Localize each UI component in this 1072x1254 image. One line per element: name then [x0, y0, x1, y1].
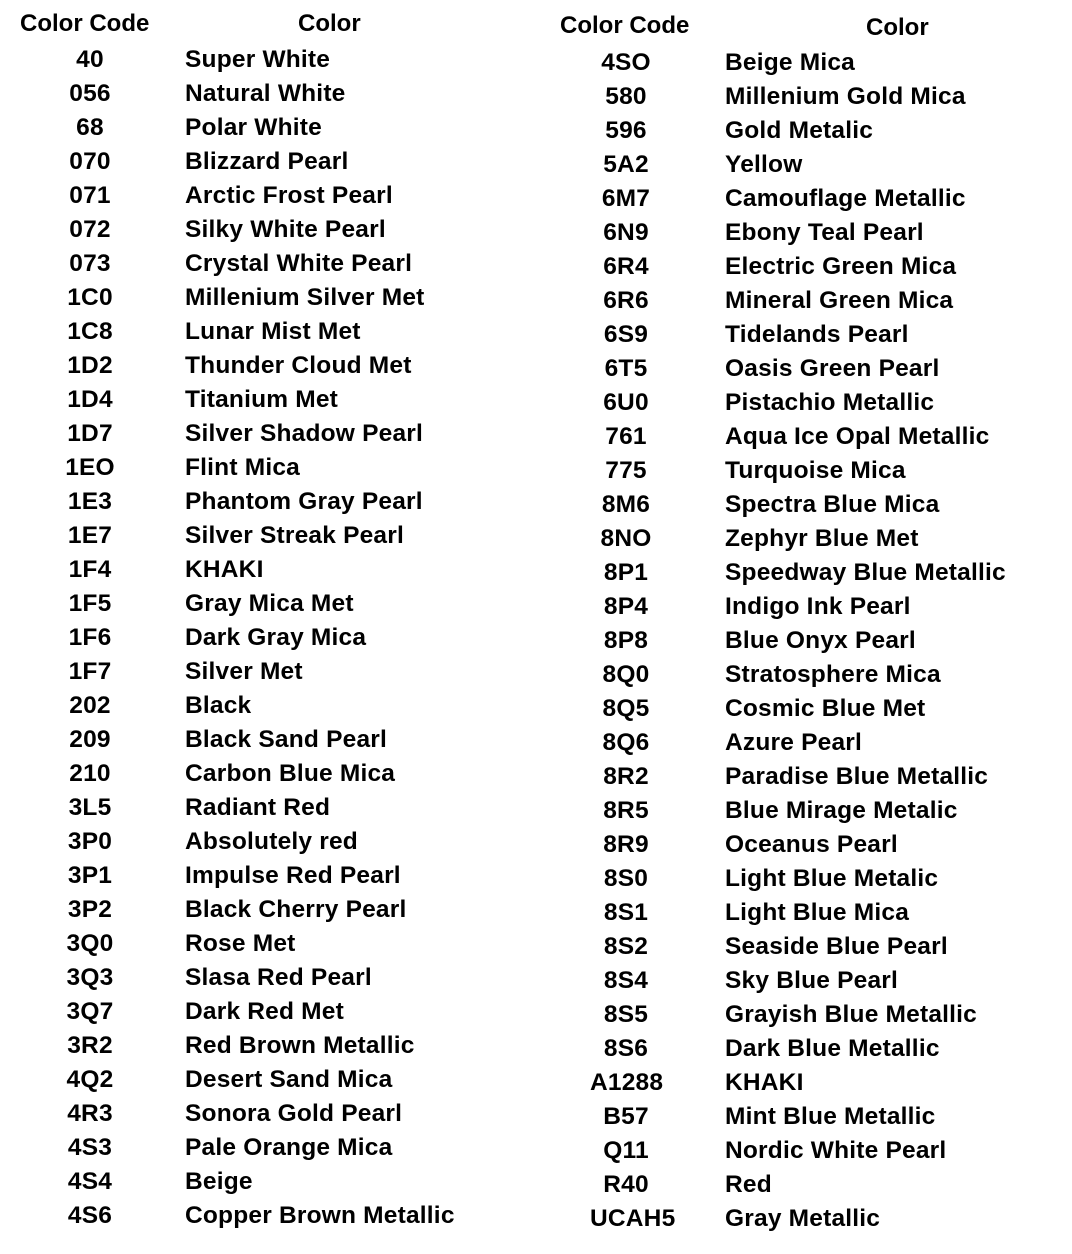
color-name-cell: Silky White Pearl [185, 216, 386, 243]
color-name-cell: Beige Mica [725, 49, 855, 76]
table-body [0, 44, 540, 1234]
table-row [540, 625, 1072, 659]
color-name-cell: Millenium Gold Mica [725, 83, 966, 110]
column-header-color-code: Color Code [20, 10, 150, 37]
color-code-cell: 1E7 [67, 522, 113, 549]
color-name-cell: Gray Metallic [725, 1205, 881, 1232]
color-code-cell: 8R9 [603, 831, 649, 858]
table-row [540, 1033, 1072, 1067]
table-row [0, 996, 540, 1030]
color-code-cell: 056 [69, 80, 111, 107]
color-code-cell: 1D4 [67, 386, 113, 413]
table-row [0, 962, 540, 996]
color-code-cell: 1EO [65, 454, 115, 481]
color-name-cell: Mineral Green Mica [725, 287, 954, 314]
color-code-cell: 4R3 [67, 1100, 113, 1127]
color-name-cell: Black [185, 692, 252, 719]
table-row [0, 1098, 540, 1132]
color-code-cell: 761 [605, 423, 647, 450]
color-code-cell: 1E3 [67, 488, 113, 515]
color-name-cell: Gold Metalic [725, 117, 874, 144]
table-row [540, 1067, 1072, 1101]
color-code-cell: 8S5 [603, 1001, 649, 1028]
table-row [540, 1169, 1072, 1203]
color-code-cell: 8S6 [603, 1035, 649, 1062]
color-code-cell: 1D2 [67, 352, 113, 379]
color-code-cell: 210 [69, 760, 111, 787]
color-name-cell: Blue Mirage Metalic [725, 797, 958, 824]
color-name-cell: Mint Blue Metallic [725, 1103, 936, 1130]
color-name-cell: Camouflage Metallic [725, 185, 966, 212]
table-row [540, 1101, 1072, 1135]
color-name-cell: Arctic Frost Pearl [185, 182, 393, 209]
table-row [540, 183, 1072, 217]
table-row [540, 251, 1072, 285]
table-row [540, 931, 1072, 965]
color-code-cell: 68 [76, 114, 104, 141]
color-name-cell: KHAKI [725, 1069, 804, 1096]
table-row [540, 1203, 1072, 1237]
color-name-cell: Dark Red Met [185, 998, 344, 1025]
color-code-cell: 8P4 [603, 593, 649, 620]
table-row [0, 1132, 540, 1166]
color-code-cell: 6U0 [603, 389, 649, 416]
table-row [540, 285, 1072, 319]
color-name-cell: Carbon Blue Mica [185, 760, 396, 787]
color-code-cell: 1C8 [67, 318, 113, 345]
table-row [0, 554, 540, 588]
color-code-cell: A1288 [590, 1069, 664, 1096]
color-name-cell: Gray Mica Met [185, 590, 354, 617]
color-name-cell: Red Brown Metallic [185, 1032, 415, 1059]
table-row [0, 724, 540, 758]
table-row [540, 47, 1072, 81]
color-name-cell: Spectra Blue Mica [725, 491, 940, 518]
color-name-cell: Red [725, 1171, 772, 1198]
color-code-cell: UCAH5 [590, 1205, 676, 1232]
table-row [0, 792, 540, 826]
color-code-cell: 4S4 [67, 1168, 113, 1195]
color-name-cell: Turquoise Mica [725, 457, 906, 484]
color-name-cell: Indigo Ink Pearl [725, 593, 911, 620]
color-code-cell: 073 [69, 250, 111, 277]
color-code-cell: R40 [603, 1171, 649, 1198]
table-row [540, 965, 1072, 999]
column-header-color-code: Color Code [560, 12, 690, 39]
color-name-cell: Pistachio Metallic [725, 389, 935, 416]
table-row [540, 659, 1072, 693]
color-code-cell: 8S4 [603, 967, 649, 994]
color-code-cell: Q11 [603, 1137, 649, 1164]
color-code-cell: 1F5 [68, 590, 112, 617]
table-row [0, 758, 540, 792]
color-code-cell: 3R2 [67, 1032, 113, 1059]
table-row [540, 829, 1072, 863]
table-row [0, 1030, 540, 1064]
table-row [0, 146, 540, 180]
table-row [0, 690, 540, 724]
color-name-cell: Nordic White Pearl [725, 1137, 947, 1164]
color-code-cell: 6S9 [603, 321, 649, 348]
color-code-cell: 071 [69, 182, 111, 209]
color-code-cell: 1C0 [67, 284, 113, 311]
color-name-cell: Absolutely red [185, 828, 358, 855]
color-name-cell: Lunar Mist Met [185, 318, 361, 345]
table-row [540, 727, 1072, 761]
table-row [540, 761, 1072, 795]
table-row [540, 149, 1072, 183]
color-name-cell: Grayish Blue Metallic [725, 1001, 978, 1028]
table-row [540, 863, 1072, 897]
color-code-cell: 3Q7 [66, 998, 114, 1025]
color-code-cell: 8R5 [603, 797, 649, 824]
color-code-cell: 580 [605, 83, 647, 110]
table-row [540, 523, 1072, 557]
color-name-cell: Oceanus Pearl [725, 831, 898, 858]
table-row [0, 860, 540, 894]
color-code-cell: 1D7 [67, 420, 113, 447]
color-name-cell: Speedway Blue Metallic [725, 559, 1006, 586]
color-code-cell: 3L5 [68, 794, 112, 821]
color-name-cell: Sonora Gold Pearl [185, 1100, 403, 1127]
color-name-cell: Black Cherry Pearl [185, 896, 407, 923]
color-code-cell: 4SO [601, 49, 651, 76]
color-name-cell: Blizzard Pearl [185, 148, 349, 175]
color-code-cell: 1F7 [68, 658, 112, 685]
color-code-cell: 775 [605, 457, 647, 484]
color-code-cell: 8M6 [601, 491, 651, 518]
table-row [540, 319, 1072, 353]
table-row [0, 180, 540, 214]
color-name-cell: Stratosphere Mica [725, 661, 941, 688]
color-code-cell: 8R2 [603, 763, 649, 790]
color-name-cell: Silver Streak Pearl [185, 522, 405, 549]
table-row [540, 693, 1072, 727]
color-name-cell: Slasa Red Pearl [185, 964, 372, 991]
table-row [540, 1135, 1072, 1169]
color-code-cell: 8NO [600, 525, 652, 552]
table-row [0, 520, 540, 554]
table-row [0, 282, 540, 316]
table-row [0, 248, 540, 282]
color-code-cell: 8P1 [603, 559, 649, 586]
color-code-cell: 8Q5 [602, 695, 650, 722]
color-name-cell: Light Blue Mica [725, 899, 910, 926]
color-name-cell: Yellow [725, 151, 803, 178]
column-header-color: Color [866, 14, 929, 41]
color-name-cell: Beige [185, 1168, 253, 1195]
table-row [0, 350, 540, 384]
table-row [540, 999, 1072, 1033]
color-code-cell: 8S1 [603, 899, 649, 926]
table-row [0, 622, 540, 656]
color-code-cell: 6T5 [604, 355, 648, 382]
table-row [0, 78, 540, 112]
table-row [540, 897, 1072, 931]
color-code-cell: 40 [76, 46, 104, 73]
color-name-cell: Silver Shadow Pearl [185, 420, 424, 447]
color-name-cell: Black Sand Pearl [185, 726, 388, 753]
table-row [0, 1200, 540, 1234]
color-code-cell: 209 [69, 726, 111, 753]
color-name-cell: Copper Brown Metallic [185, 1202, 455, 1229]
column-header-color: Color [298, 10, 361, 37]
table-row [0, 486, 540, 520]
table-row [0, 826, 540, 860]
table-row [0, 418, 540, 452]
color-name-cell: Oasis Green Pearl [725, 355, 940, 382]
color-name-cell: Radiant Red [185, 794, 331, 821]
color-name-cell: Tidelands Pearl [725, 321, 909, 348]
table-row [540, 353, 1072, 387]
color-code-cell: 3Q3 [66, 964, 114, 991]
color-name-cell: Light Blue Metalic [725, 865, 939, 892]
table-row [540, 591, 1072, 625]
color-code-cell: 072 [69, 216, 111, 243]
table-body [540, 47, 1072, 1237]
table-row [0, 588, 540, 622]
table-row [540, 557, 1072, 591]
table-row [0, 452, 540, 486]
table-row [540, 387, 1072, 421]
color-code-cell: 6R6 [603, 287, 649, 314]
color-name-cell: Polar White [185, 114, 322, 141]
table-row [0, 928, 540, 962]
color-code-cell: 070 [69, 148, 111, 175]
color-code-cell: 6M7 [601, 185, 651, 212]
color-name-cell: Paradise Blue Metallic [725, 763, 989, 790]
color-name-cell: Thunder Cloud Met [185, 352, 412, 379]
table-row [0, 1064, 540, 1098]
color-name-cell: Ebony Teal Pearl [725, 219, 924, 246]
color-name-cell: Natural White [185, 80, 346, 107]
color-name-cell: Dark Gray Mica [185, 624, 367, 651]
color-code-cell: 6N9 [603, 219, 649, 246]
color-name-cell: Desert Sand Mica [185, 1066, 393, 1093]
color-name-cell: Crystal White Pearl [185, 250, 413, 277]
color-code-cell: B57 [603, 1103, 649, 1130]
color-name-cell: Aqua Ice Opal Metallic [725, 423, 990, 450]
color-name-cell: Zephyr Blue Met [725, 525, 919, 552]
color-name-cell: Blue Onyx Pearl [725, 627, 916, 654]
color-name-cell: KHAKI [185, 556, 264, 583]
table-row [0, 44, 540, 78]
color-name-cell: Flint Mica [185, 454, 300, 481]
color-name-cell: Titanium Met [185, 386, 339, 413]
table-row [0, 316, 540, 350]
color-name-cell: Azure Pearl [725, 729, 863, 756]
color-code-cell: 4Q2 [66, 1066, 114, 1093]
color-code-cell: 6R4 [603, 253, 649, 280]
color-name-cell: Sky Blue Pearl [725, 967, 899, 994]
color-code-cell: 3P1 [67, 862, 113, 889]
color-code-cell: 4S6 [67, 1202, 113, 1229]
color-code-cell: 4S3 [67, 1134, 113, 1161]
color-name-cell: Impulse Red Pearl [185, 862, 401, 889]
color-code-cell: 3P2 [67, 896, 113, 923]
table-row [540, 489, 1072, 523]
color-code-cell: 1F4 [68, 556, 112, 583]
color-name-cell: Cosmic Blue Met [725, 695, 926, 722]
color-code-cell: 5A2 [603, 151, 649, 178]
color-code-cell: 202 [69, 692, 111, 719]
color-name-cell: Phantom Gray Pearl [185, 488, 423, 515]
color-name-cell: Silver Met [185, 658, 303, 685]
color-code-cell: 8Q6 [602, 729, 650, 756]
color-name-cell: Millenium Silver Met [185, 284, 425, 311]
table-row [0, 214, 540, 248]
table-row [540, 217, 1072, 251]
color-code-cell: 8Q0 [602, 661, 650, 688]
color-code-cell: 8P8 [603, 627, 649, 654]
table-row [0, 1166, 540, 1200]
color-name-cell: Super White [185, 46, 331, 73]
color-code-cell: 596 [605, 117, 647, 144]
color-code-cell: 3P0 [67, 828, 113, 855]
color-code-cell: 8S0 [603, 865, 649, 892]
table-row [0, 894, 540, 928]
table-row [540, 81, 1072, 115]
color-name-cell: Seaside Blue Pearl [725, 933, 948, 960]
color-code-cell: 1F6 [68, 624, 112, 651]
color-name-cell: Electric Green Mica [725, 253, 957, 280]
color-name-cell: Dark Blue Metallic [725, 1035, 940, 1062]
color-code-cell: 8S2 [603, 933, 649, 960]
table-row [540, 795, 1072, 829]
color-name-cell: Pale Orange Mica [185, 1134, 393, 1161]
table-row [540, 421, 1072, 455]
table-row [0, 384, 540, 418]
table-row [0, 112, 540, 146]
table-row [540, 455, 1072, 489]
table-row [540, 115, 1072, 149]
color-code-cell: 3Q0 [66, 930, 114, 957]
color-name-cell: Rose Met [185, 930, 296, 957]
table-row [0, 656, 540, 690]
